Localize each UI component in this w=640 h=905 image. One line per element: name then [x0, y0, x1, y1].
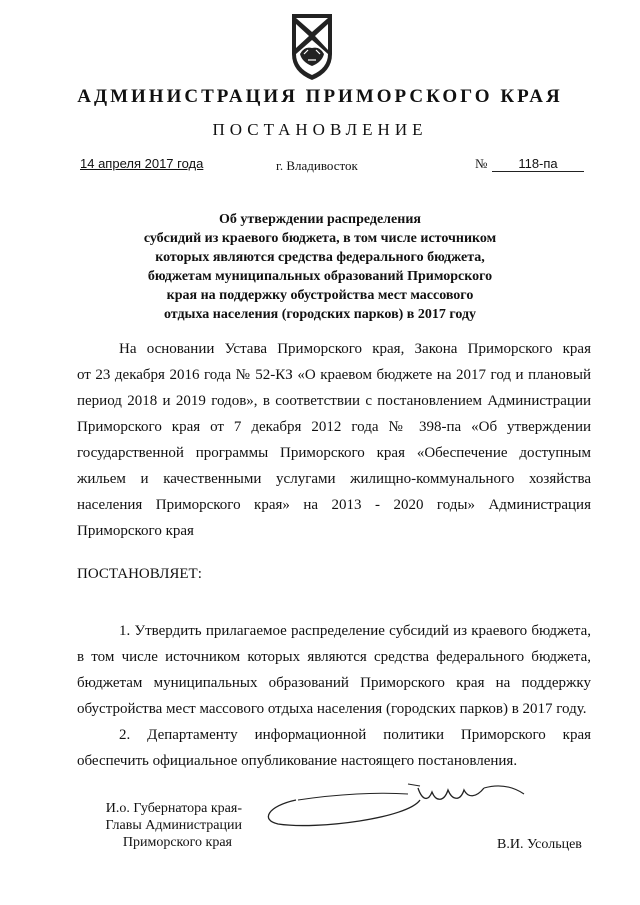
preamble-line: государственной программы Приморского края «Обеспечение доступным: [77, 445, 591, 461]
subject-line: бюджетам муниципальных образований Приморского: [147, 269, 493, 284]
subject-line: Об утверждении распределения: [219, 212, 421, 227]
preamble-line: На основании Устава Приморского края, Закона Приморского края: [119, 341, 591, 357]
item-line: в том числе источником которых являются средства федерального бюджета,: [77, 649, 591, 665]
document-number: 118-па: [492, 156, 584, 172]
number-label: №: [475, 156, 488, 171]
handwritten-signature: [258, 778, 528, 830]
coat-of-arms-icon: [288, 10, 336, 82]
subject-line: края на поддержку обустройства мест массового: [166, 288, 474, 303]
organization-title: АДМИНИСТРАЦИЯ ПРИМОРСКОГО КРАЯ: [77, 86, 563, 107]
subject-line: которых являются средства федерального бюджета,: [155, 250, 485, 265]
item-line: 2. Департаменту информационной политики Приморского края: [119, 727, 591, 743]
decree-items: [77, 618, 591, 774]
preamble-line: Приморского края от 7 декабря 2012 года № 398-па «Об утверждении: [77, 419, 591, 435]
item-line: обеспечить официальное опубликование настоящего постановления.: [77, 753, 518, 769]
preamble-paragraph: [77, 336, 591, 544]
preamble-line: Приморского края: [77, 523, 194, 539]
item-line: 1. Утвердить прилагаемое распределение субсидий из краевого бюджета,: [119, 623, 591, 639]
document-date: 14 апреля 2017 года: [80, 156, 204, 171]
subject-line: субсидий из краевого бюджета, в том числе источником: [143, 231, 497, 246]
decree-word: ПОСТАНОВЛЯЕТ:: [77, 566, 202, 582]
document-type: ПОСТАНОВЛЕНИЕ: [212, 120, 428, 139]
item-line: обустройства мест массового отдыха населения (городских парков) в 2017 году.: [77, 701, 587, 717]
item-line: бюджетам муниципальных образований Приморского края на поддержку: [77, 675, 591, 691]
signatory-position: [78, 800, 242, 851]
position-line: И.о. Губернатора края-: [105, 801, 242, 816]
subject-line: отдыха населения (городских парков) в 2017 году: [163, 307, 477, 322]
signatory-name: В.И. Усольцев: [497, 837, 582, 852]
position-line: Приморского края: [122, 835, 232, 850]
preamble-line: населения Приморского края» на 2013 - 2020 годы» Администрация: [77, 497, 591, 513]
preamble-line: жильем и качественными услугами жилищно-коммунального хозяйства: [77, 471, 591, 487]
document-city: г. Владивосток: [276, 158, 358, 173]
preamble-line: от 23 декабря 2016 года № 52-КЗ «О краевом бюджете на 2017 год и плановый: [77, 367, 591, 383]
document-subject: [120, 210, 520, 324]
preamble-line: период 2018 и 2019 годов», в соответствии с постановлением Администрации: [77, 393, 591, 409]
position-line: Главы Администрации: [105, 818, 242, 833]
